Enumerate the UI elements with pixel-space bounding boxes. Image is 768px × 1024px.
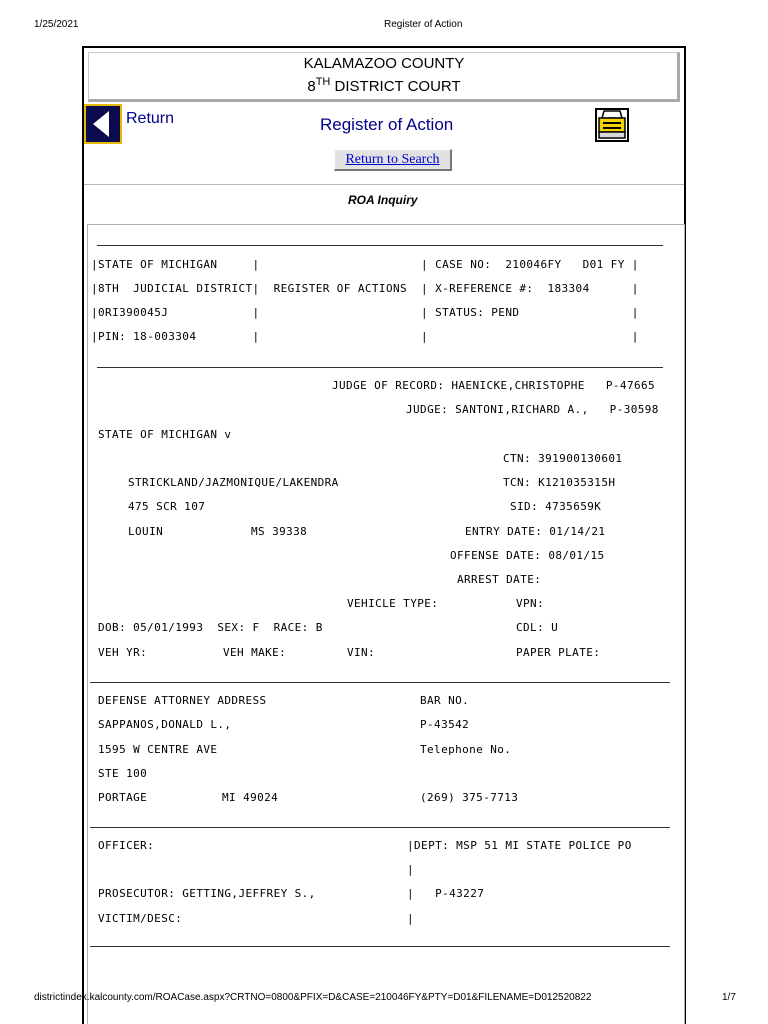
phone-heading: Telephone No.	[420, 743, 512, 756]
district-label: DISTRICT COURT	[330, 78, 461, 95]
attorney-name: SAPPANOS,DONALD L.,	[98, 718, 232, 731]
divider	[97, 245, 663, 246]
dob-sex-race: DOB: 05/01/1993 SEX: F RACE: B	[98, 621, 323, 634]
separator: |	[407, 863, 415, 876]
section-title: ROA Inquiry	[348, 193, 418, 207]
attorney-bar-no: P-43542	[420, 718, 470, 731]
print-date: 1/25/2021	[34, 19, 79, 30]
vin: VIN:	[347, 646, 376, 659]
page-title: Register of Action	[320, 115, 454, 134]
entry-date: ENTRY DATE: 01/14/21	[465, 525, 606, 538]
separator: |	[407, 912, 415, 925]
veh-make: VEH MAKE:	[223, 646, 287, 659]
return-link[interactable]: Return	[126, 110, 175, 127]
ctn: CTN: 391900130601	[503, 452, 623, 465]
department: |DEPT: MSP 51 MI STATE POLICE PO	[407, 839, 632, 852]
attorney-suite: STE 100	[98, 767, 148, 780]
prosecutor: PROSECUTOR: GETTING,JEFFREY S.,	[98, 887, 316, 900]
defendant-state-zip: MS 39338	[251, 525, 308, 538]
vehicle-type: VEHICLE TYPE:	[347, 597, 439, 610]
defense-heading: DEFENSE ATTORNEY ADDRESS	[98, 694, 267, 707]
cdl: CDL: U	[516, 621, 559, 634]
bar-heading: BAR NO.	[420, 694, 470, 707]
divider	[90, 682, 670, 683]
print-url: districtindex.kalcounty.com/ROACase.aspx?CRTNO=0800&PFIX=D&CASE=210046FY&PTY=D01&FILENAME=D012520822	[34, 992, 592, 1003]
paper-plate: PAPER PLATE:	[516, 646, 601, 659]
vpn: VPN:	[516, 597, 545, 610]
district-suffix: TH	[315, 76, 331, 88]
arrest-date: ARREST DATE:	[457, 573, 542, 586]
tcn: TCN: K121035315H	[503, 476, 616, 489]
divider	[90, 946, 670, 947]
header-line-1: |STATE OF MICHIGAN | | CASE NO: 210046FY D01 FY |	[91, 258, 639, 271]
district-number: 8	[307, 78, 316, 95]
back-arrow-icon[interactable]	[84, 104, 122, 144]
attorney-state-zip: MI 49024	[222, 791, 279, 804]
judge: JUDGE: SANTONI,RICHARD A., P-30598	[406, 403, 659, 416]
header-line-4: |PIN: 18-003304 | | |	[91, 330, 639, 343]
attorney-phone: (269) 375-7713	[420, 791, 519, 804]
print-title: Register of Action	[384, 19, 463, 30]
defendant-city: LOUIN	[128, 525, 164, 538]
veh-yr: VEH YR:	[98, 646, 148, 659]
officer: OFFICER:	[98, 839, 155, 852]
offense-date: OFFENSE DATE: 08/01/15	[450, 549, 605, 562]
judge-of-record: JUDGE OF RECORD: HAENICKE,CHRISTOPHE P-47665	[332, 379, 656, 392]
return-to-search-button[interactable]: Return to Search	[334, 149, 452, 171]
print-page-number: 1/7	[722, 992, 736, 1003]
case-caption: STATE OF MICHIGAN v	[98, 428, 232, 441]
divider	[84, 184, 684, 185]
prosecutor-bar-no: | P-43227	[407, 887, 485, 900]
sid: SID: 4735659K	[510, 500, 602, 513]
header-line-2: |8TH JUDICIAL DISTRICT| REGISTER OF ACTIONS | X-REFERENCE #: 183304 |	[91, 282, 639, 295]
printer-icon[interactable]	[595, 108, 629, 142]
defendant-address: 475 SCR 107	[128, 500, 206, 513]
attorney-street: 1595 W CENTRE AVE	[98, 743, 218, 756]
header-line-3: |0RI390045J | | STATUS: PEND |	[91, 306, 639, 319]
defendant-name: STRICKLAND/JAZMONIQUE/LAKENDRA	[128, 476, 339, 489]
court-district	[88, 76, 680, 95]
victim-desc: VICTIM/DESC:	[98, 912, 183, 925]
divider	[90, 827, 670, 828]
divider	[97, 367, 663, 368]
court-county: KALAMAZOO COUNTY	[303, 55, 465, 72]
attorney-city: PORTAGE	[98, 791, 148, 804]
